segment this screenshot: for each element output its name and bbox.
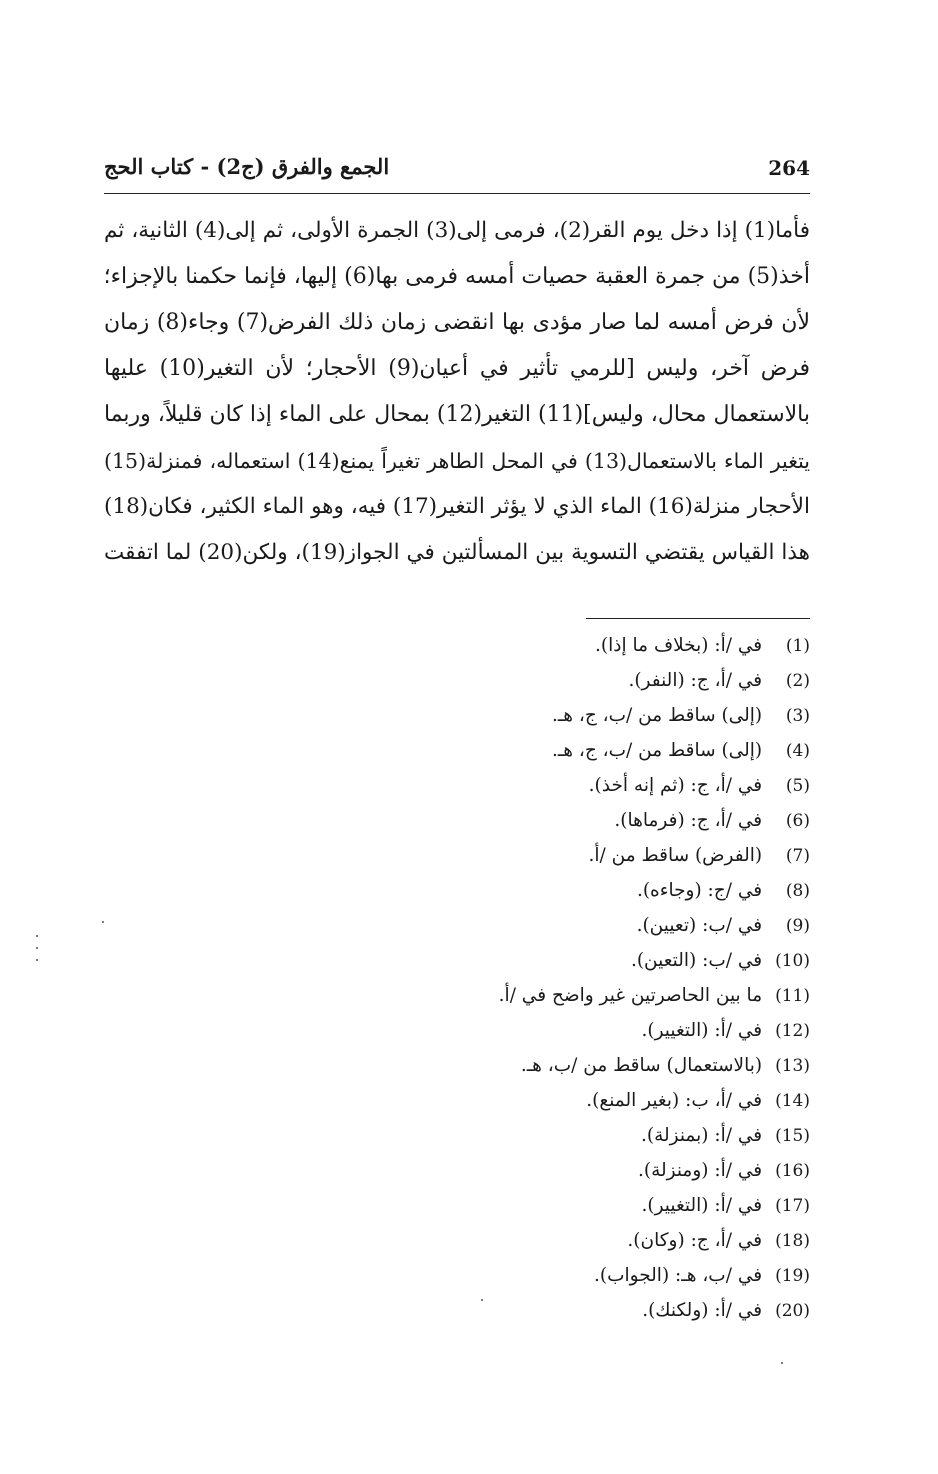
text-line: هذا القياس يقتضي التسوية بين المسألتين في الجواز(19)، ولكن(20) لما اتفقت (104, 540, 810, 565)
footnote-number: (7) (785, 846, 810, 866)
footnote-number: (9) (785, 916, 810, 936)
footnote-number: (17) (775, 1196, 810, 1216)
footnote-text: (إلى) ساقط من /ب، ج، هـ. (551, 740, 763, 761)
footnote-text: في /أ: (التغيير). (641, 1020, 763, 1041)
main-text (104, 208, 810, 576)
header-rule (104, 193, 810, 194)
footnote-number: (5) (785, 776, 810, 796)
text-line: لأن فرض أمسه لما صار مؤدى بها انقضى زمان ذلك الفرض(7) وجاء(8) زمان (104, 310, 810, 335)
footnote-number: (20) (775, 1301, 810, 1321)
footnote-number: (10) (775, 951, 810, 971)
footnote-number: (19) (775, 1266, 810, 1286)
footnote-text: في /أ: (التغيير). (641, 1195, 763, 1216)
footnote-text: في /ب: (تعيين). (636, 915, 763, 936)
footnote-text: ما بين الحاصرتين غير واضح في /أ. (498, 985, 763, 1006)
footnote-text: في /أ: (ولكنك). (642, 1300, 763, 1321)
scan-speck (36, 947, 38, 949)
footnote-text: (الفرض) ساقط من /أ. (588, 845, 763, 866)
scan-speck (781, 1362, 783, 1364)
footnote-number: (16) (775, 1161, 810, 1181)
footnotes (290, 628, 810, 1328)
page-number: 264 (768, 156, 810, 180)
footnote-text: (بالاستعمال) ساقط من /ب، هـ. (520, 1055, 763, 1076)
footnote (290, 1048, 810, 1083)
footnote-rule (586, 618, 810, 619)
footnote (290, 768, 810, 803)
footnote-number: (1) (785, 636, 810, 656)
footnote (290, 628, 810, 663)
footnote-text: في /ب، هـ: (الجواب). (594, 1265, 763, 1286)
scan-speck (36, 935, 38, 937)
footnote-number: (4) (785, 741, 810, 761)
footnote-text: في /أ، ج: (فرماها). (614, 810, 763, 831)
scan-speck (102, 921, 104, 923)
footnote (290, 978, 810, 1013)
footnote (290, 1118, 810, 1153)
footnote-text: في /أ، ج: (النفر). (628, 670, 763, 691)
footnote-text: في /أ: (ومنزلة). (637, 1160, 763, 1181)
footnote (290, 733, 810, 768)
footnote-number: (6) (785, 811, 810, 831)
footnote (290, 663, 810, 698)
footnote-number: (2) (785, 671, 810, 691)
footnote (290, 803, 810, 838)
scan-speck (481, 1299, 483, 1301)
footnote (290, 1223, 810, 1258)
text-line: يتغير الماء بالاستعمال(13) في المحل الطاهر تغيراً يمنع(14) استعماله، فمنزلة(15) (104, 449, 810, 473)
footnote (290, 943, 810, 978)
text-line: الأحجار منزلة(16) الماء الذي لا يؤثر التغير(17) فيه، وهو الماء الكثير، فكان(18) (104, 494, 810, 519)
footnote-text: (إلى) ساقط من /ب، ج، هـ. (551, 705, 763, 726)
footnote-number: (12) (775, 1021, 810, 1041)
footnote (290, 1188, 810, 1223)
running-title: الجمع والفرق (ج2) - كتاب الحج (104, 154, 390, 179)
footnote-number: (14) (775, 1091, 810, 1111)
footnote-number: (18) (775, 1231, 810, 1251)
footnote-number: (15) (775, 1126, 810, 1146)
text-line: أخذ(5) من جمرة العقبة حصيات أمسه فرمى بها(6) إليها، فإنما حكمنا بالإجزاء؛ (104, 264, 810, 289)
footnote (290, 1013, 810, 1048)
page-header (104, 152, 810, 192)
footnote-text: في /أ، ج: (وكان). (627, 1230, 763, 1251)
footnote-number: (8) (785, 881, 810, 901)
footnote-text: في /أ: (بمنزلة). (640, 1125, 763, 1146)
footnote (290, 698, 810, 733)
footnote (290, 873, 810, 908)
footnote (290, 1258, 810, 1293)
text-line: بالاستعمال محال، وليس](11) التغير(12) بمحال على الماء إذا كان قليلاً، وربما (104, 402, 810, 427)
footnote-text: في /أ، ج: (ثم إنه أخذ). (588, 775, 763, 796)
footnote-number: (13) (775, 1056, 810, 1076)
scan-speck (36, 959, 38, 961)
footnote-number: (11) (775, 986, 810, 1006)
footnote (290, 1153, 810, 1188)
footnote-text: في /ب: (التعين). (630, 950, 763, 971)
footnote-text: في /ج: (وجاءه). (636, 880, 763, 901)
footnote-text: في /أ: (بخلاف ما إذا). (595, 635, 763, 656)
footnote-number: (3) (785, 706, 810, 726)
footnote (290, 1083, 810, 1118)
footnote (290, 838, 810, 873)
text-line: فأما(1) إذا دخل يوم القر(2)، فرمى إلى(3) الجمرة الأولى، ثم إلى(4) الثانية، ثم (104, 218, 810, 243)
footnote (290, 1293, 810, 1328)
text-line: فرض آخر، وليس [للرمي تأثير في أعيان(9) الأحجار؛ لأن التغير(10) عليها (104, 356, 810, 381)
footnote-text: في /أ، ب: (بغير المنع). (586, 1090, 763, 1111)
footnote (290, 908, 810, 943)
